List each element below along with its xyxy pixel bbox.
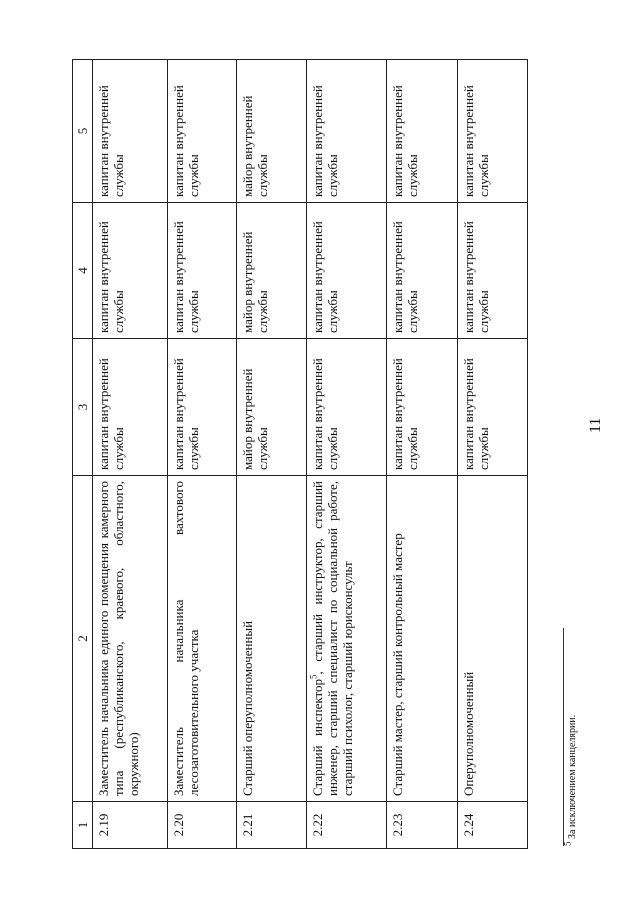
row-number: 2.24 <box>458 802 528 849</box>
table-row <box>93 60 168 849</box>
header-col-5: 5 <box>73 60 93 203</box>
row-number: 2.23 <box>387 802 458 849</box>
rank-col-3: капитан внутренней службы <box>387 339 458 476</box>
row-number: 2.19 <box>93 802 168 849</box>
rank-col-4: капитан внутренней службы <box>387 203 458 339</box>
rank-col-3: капитан внутренней службы <box>458 339 528 476</box>
position-title: Старший оперуполномоченный <box>237 476 307 802</box>
table-row <box>307 60 387 849</box>
rank-col-4: капитан внутренней службы <box>93 203 168 339</box>
footnote-marker: 5 <box>562 841 573 846</box>
rank-col-4: капитан внутренней службы <box>168 203 237 339</box>
footnote-text: За исключением канцелярии. <box>567 714 578 839</box>
row-number: 2.21 <box>237 802 307 849</box>
row-number: 2.22 <box>307 802 387 849</box>
rank-col-3: капитан внутренней службы <box>93 339 168 476</box>
footnote-ref: 5 <box>308 674 319 679</box>
rank-col-5: майор внутренней службы <box>237 60 307 203</box>
rank-col-5: капитан внутренней службы <box>307 60 387 203</box>
rank-col-3: майор внутренней службы <box>237 339 307 476</box>
header-col-1: 1 <box>73 802 93 849</box>
rank-col-4: капитан внутренней службы <box>458 203 528 339</box>
footnote <box>562 714 578 846</box>
position-text-after-note: , старший инструктор, старший инженер, старший специалист по социальной работе, старший психолог, старший юрисконсульт <box>310 481 355 796</box>
ranks-table <box>72 59 528 849</box>
footnote-divider <box>563 628 564 846</box>
position-title: Старший мастер, старший контрольный мастер <box>387 476 458 802</box>
rank-col-5: капитан внутренней службы <box>93 60 168 203</box>
position-title: Заместитель начальника вахтового лесозаготовительного участка <box>168 476 237 802</box>
header-col-3: 3 <box>73 339 93 476</box>
header-col-4: 4 <box>73 203 93 339</box>
rank-col-5: капитан внутренней службы <box>168 60 237 203</box>
table-row <box>237 60 307 849</box>
table-header-row <box>73 60 93 849</box>
row-number: 2.20 <box>168 802 237 849</box>
header-col-2: 2 <box>73 476 93 802</box>
rank-col-5: капитан внутренней службы <box>387 60 458 203</box>
position-title: Заместитель начальника единого помещения камерного типа (республиканского, краевого, областного, окружного) <box>93 476 168 802</box>
page-number: 11 <box>587 417 604 433</box>
rank-col-3: капитан внутренней службы <box>307 339 387 476</box>
table-row <box>458 60 528 849</box>
table-row <box>168 60 237 849</box>
position-text-before-note: Старший инспектор <box>310 678 325 796</box>
rank-col-3: капитан внутренней службы <box>168 339 237 476</box>
rank-col-5: капитан внутренней службы <box>458 60 528 203</box>
rank-col-4: капитан внутренней службы <box>307 203 387 339</box>
table-row <box>387 60 458 849</box>
rank-col-4: майор внутренней службы <box>237 203 307 339</box>
position-title <box>307 476 387 802</box>
position-title: Оперуполномоченный <box>458 476 528 802</box>
